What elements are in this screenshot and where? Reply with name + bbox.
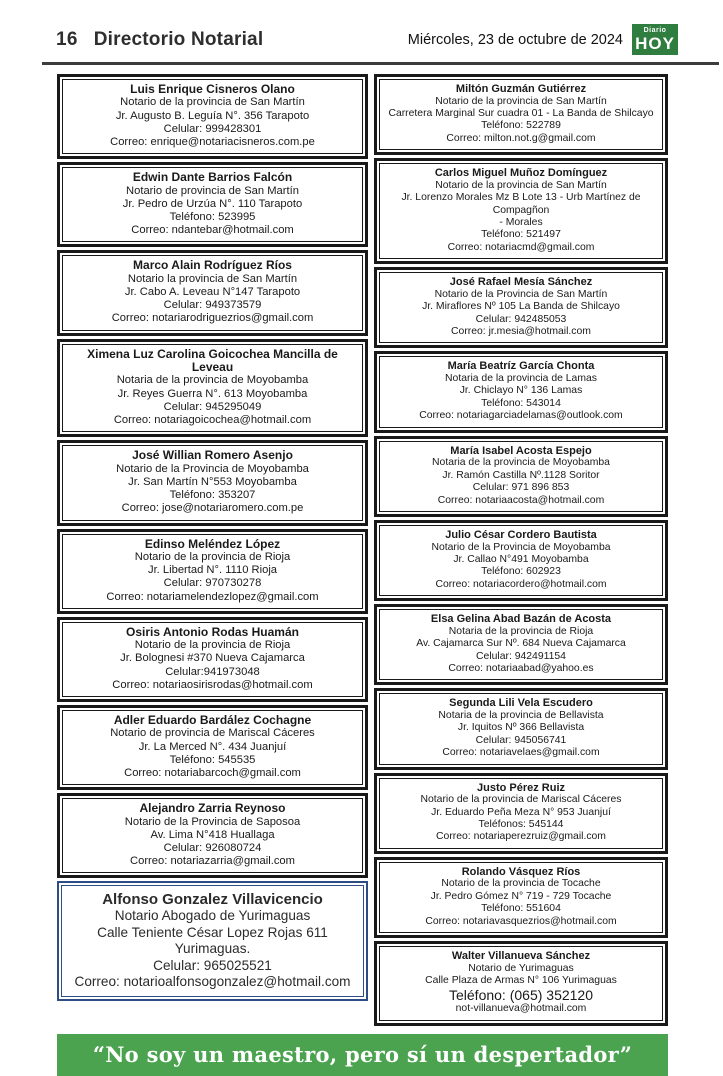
notary-line: Jr. Augusto B. Leguía N°. 356 Tarapoto: [115, 109, 310, 122]
notary-name: Marco Alain Rodríguez Ríos: [133, 258, 292, 273]
notary-line: Jr. Iquitos Nº 366 Bellavista: [457, 722, 585, 734]
notary-line: Jr. Bolognesi #370 Nueva Cajamarca: [120, 652, 305, 665]
notary-name: Justo Pérez Ruiz: [476, 781, 566, 794]
notary-name: Osiris Antonio Rodas Huamán: [126, 624, 299, 639]
notary-line: Correo: notariaosirisrodas@hotmail.com: [112, 678, 313, 691]
notary-line: Notario de la Provincia de Moyobamba: [431, 541, 611, 553]
notary-name: Alejandro Zarria Reynoso: [139, 801, 286, 816]
notary-line: Notario de provincia de Mariscal Cáceres: [110, 727, 315, 740]
notary-line: Celular: 965025521: [153, 957, 272, 973]
quote-banner: [57, 1034, 668, 1076]
notary-line: Celular: 945295049: [163, 400, 262, 413]
directory-columns: [0, 74, 723, 1026]
notary-card-inner: [379, 609, 663, 680]
notary-card: [374, 688, 668, 769]
notary-name: José Willian Romero Asenjo: [132, 448, 293, 463]
notary-card-inner: [62, 344, 363, 433]
notary-line: Jr. Eduardo Peña Meza N° 953 Juanjuí: [431, 806, 611, 818]
notary-card: [374, 773, 668, 854]
notary-line: Teléfono: 522789: [481, 120, 561, 132]
notary-line: Notaria de la provincia de Moyobamba: [116, 374, 309, 387]
page-title: Directorio Notarial: [93, 28, 264, 50]
notary-line: Teléfono: 602923: [481, 566, 561, 578]
notary-card: [374, 436, 668, 517]
notary-line: Notario Abogado de Yurimaguas: [114, 908, 311, 924]
notary-card: [57, 529, 368, 614]
notary-line: Notario de la provincia de Tocache: [441, 878, 601, 890]
notary-line: Jr. La Merced N°. 434 Juanjuí: [138, 740, 287, 753]
notary-name: Miltón Guzmán Gutiérrez: [455, 83, 587, 95]
notary-line: Correo: notariaabad@yahoo.es: [448, 662, 594, 674]
notary-line: Correo: notariabarcoch@gmail.com: [124, 766, 301, 779]
page-date: Miércoles, 23 de octubre de 2024: [407, 31, 623, 48]
notary-line: Correo: notarioalfonsogonzalez@hotmail.com: [74, 974, 351, 989]
notary-line: Notario de la provincia de Rioja: [134, 639, 291, 652]
notary-line: Notaria de la provincia de Rioja: [448, 625, 594, 637]
notary-name: Edinso Meléndez López: [144, 536, 281, 551]
notary-line: Notario de la provincia de Rioja: [134, 550, 291, 563]
notary-card: [57, 74, 368, 159]
notary-line: Carretera Marginal Sur cuadra 01 - La Banda de Shilcayo: [388, 108, 654, 119]
notary-line: Correo: notariarodriguezrios@gmail.com: [111, 312, 314, 325]
notary-card-inner: [61, 885, 364, 997]
notary-line: Correo: jose@notariaromero.com.pe: [121, 502, 304, 515]
notary-line: Correo: jr.mesia@hotmail.com: [451, 326, 591, 338]
notary-card: [57, 440, 368, 525]
notary-name: Edwin Dante Barrios Falcón: [132, 170, 293, 185]
page-header: [0, 0, 723, 55]
header-rule: [42, 62, 719, 65]
notary-card-inner: [62, 79, 363, 154]
notary-card-inner: [379, 163, 663, 259]
notary-card: [374, 267, 668, 348]
notary-card: [57, 617, 368, 702]
notary-card: [374, 604, 668, 685]
notary-line: Celular: 926080724: [163, 841, 262, 854]
notary-line: Notario la provincia de San Martín: [127, 272, 298, 285]
notary-card-inner: [379, 79, 663, 150]
notary-card: [57, 339, 368, 438]
quote-text: “No soy un maestro, pero sí un despertador”: [92, 1042, 633, 1068]
notary-name: Carlos Miguel Muñoz Domínguez: [434, 167, 608, 180]
notary-card-inner: [379, 525, 663, 596]
notary-line: Correo: notariazarria@gmail.com: [130, 855, 295, 868]
notary-line: Jr. Callao N°491 Moyobamba: [453, 553, 589, 565]
notary-line: - Morales: [499, 217, 543, 229]
notary-name: Elsa Gelina Abad Bazán de Acosta: [430, 613, 612, 626]
notary-line: Notario de la provincia de San Martín: [435, 179, 607, 191]
notary-line: Notaria de la provincia de Bellavista: [438, 709, 604, 721]
notary-line: Jr. Miraflores Nº 105 La Banda de Shilcayo: [422, 301, 620, 313]
notary-line: Jr. Cabo A. Leveau N°147 Tarapoto: [124, 286, 301, 299]
notary-line: Celular: 945056741: [475, 734, 567, 746]
notary-line: Teléfono: 545535: [169, 753, 256, 766]
notary-line: Jr. Reyes Guerra N°. 613 Moyobamba: [117, 387, 308, 400]
notary-name: Julio César Cordero Bautista: [445, 528, 597, 541]
notary-line: Jr. Pedro de Urzúa N°. 110 Tarapoto: [122, 197, 303, 210]
notary-card: [57, 250, 368, 335]
logo-hoy-label: HOY: [635, 34, 675, 53]
notary-line: Teléfonos: 545144: [478, 818, 564, 830]
notary-line: Teléfono: 551604: [481, 903, 561, 915]
notary-line: Correo: notariaacosta@hotmail.com: [437, 494, 605, 506]
notary-line: Jr. Pedro Gómez N° 719 - 729 Tocache: [430, 890, 612, 902]
notary-line: Notario de la Provincia de San Martín: [434, 288, 608, 300]
notary-line: Jr. Ramón Castilla Nº.1128 Soritor: [442, 469, 600, 481]
notary-line: Teléfono: 523995: [169, 211, 256, 224]
notary-card-inner: [62, 622, 363, 697]
notary-line: Correo: notariaperezruiz@gmail.com: [436, 831, 606, 843]
notary-line: Teléfono: (065) 352120: [449, 987, 593, 1004]
notary-line: Celular: 971 896 853: [472, 482, 570, 494]
notary-name: Walter Villanueva Sánchez: [451, 950, 591, 962]
notary-line: Notario de Yurimaguas: [468, 962, 574, 974]
notary-card-inner: [62, 445, 363, 520]
notary-line: Celular: 942485053: [475, 313, 567, 325]
notary-card: [57, 881, 368, 1001]
diario-hoy-logo: [632, 24, 678, 55]
notary-line: Teléfono: 521497: [481, 229, 561, 241]
notary-card-inner: [62, 255, 363, 330]
notary-name: María Beatríz García Chonta: [447, 360, 595, 373]
right-column: [374, 74, 668, 1026]
notary-name: Segunda Lili Vela Escudero: [449, 697, 593, 710]
notary-line: Notaria de la provincia de Moyobamba: [432, 457, 610, 469]
notary-card-inner: [379, 946, 663, 1021]
notary-name: Ximena Luz Carolina Goicochea Mancilla de Leveau: [87, 346, 338, 375]
notary-line: Correo: notariavelaes@gmail.com: [442, 747, 600, 759]
notary-name: José Rafael Mesía Sánchez: [449, 276, 593, 289]
notary-line: Correo: notariavasquezrios@hotmail.com: [425, 915, 617, 927]
notary-line: Notario de la provincia de San Martín: [435, 95, 607, 107]
notary-card: [374, 857, 668, 938]
notary-card: [374, 520, 668, 601]
notary-name: Luis Enrique Cisneros Olano: [130, 82, 295, 96]
notary-line: Correo: notariagoicochea@hotmail.com: [113, 414, 312, 427]
notary-line: Celular: 970730278: [163, 577, 262, 590]
notary-line: Notario de la provincia de Mariscal Cáceres: [420, 794, 622, 806]
notary-line: Correo: notariacmd@gmail.com: [447, 241, 595, 253]
header-right: [408, 24, 678, 55]
notary-line: Calle Teniente César Lopez Rojas 611 Yurimaguas.: [97, 924, 328, 957]
notary-name: Adler Eduardo Bardález Cochagne: [113, 712, 312, 727]
notary-card: [374, 351, 668, 432]
notary-card-inner: [62, 710, 363, 785]
notary-card-inner: [62, 167, 363, 242]
notary-line: Correo: notariacordero@hotmail.com: [435, 578, 607, 590]
notary-line: Teléfono: 543014: [481, 397, 561, 409]
notary-line: not-villanueva@hotmail.com: [455, 1003, 587, 1015]
notary-line: Correo: notariamelendezlopez@gmail.com: [106, 590, 319, 603]
notary-line: Correo: milton.not.g@gmail.com: [446, 132, 596, 144]
notary-card-inner: [379, 862, 663, 933]
logo-diario-label: Diario: [643, 27, 667, 34]
notary-name: María Isabel Acosta Espejo: [450, 444, 592, 457]
notary-card: [374, 941, 668, 1026]
notary-card-inner: [379, 778, 663, 849]
notary-line: Av. Lima N°418 Huallaga: [150, 828, 275, 841]
notary-line: Teléfono: 353207: [169, 489, 256, 502]
notary-card-inner: [379, 693, 663, 764]
notary-line: Celular: 942491154: [476, 650, 566, 662]
notary-card: [57, 705, 368, 790]
notary-card-inner: [62, 798, 363, 873]
notary-card-inner: [379, 272, 663, 343]
notary-line: Notario de la provincia de San Martín: [120, 96, 305, 109]
notary-line: Celular: 999428301: [163, 122, 262, 135]
notary-line: Notario de la Provincia de Saposoa: [124, 815, 301, 828]
notary-line: Jr. Libertad N°. 1110 Rioja: [147, 564, 278, 577]
notary-line: Notario de provincia de San Martín: [126, 184, 299, 197]
notary-line: Notaria de la provincia de Lamas: [445, 373, 597, 385]
notary-line: Correo: notariagarciadelamas@outlook.com: [419, 410, 623, 422]
notary-card-inner: [62, 534, 363, 609]
notary-line: Celular:941973048: [165, 665, 260, 678]
notary-line: Jr. Chiclayo N° 136 Lamas: [459, 385, 583, 397]
notary-card-inner: [379, 441, 663, 512]
notary-line: Jr. San Martín N°553 Moyobamba: [128, 475, 297, 488]
notary-card: [57, 793, 368, 878]
notary-card: [374, 158, 668, 264]
notary-card-inner: [379, 356, 663, 427]
notary-line: Jr. Lorenzo Morales Mz B Lote 13 - Urb Martínez de Compagñon: [401, 192, 641, 216]
notary-line: Av. Cajamarca Sur Nº. 684 Nueva Cajamarca: [416, 638, 626, 650]
notary-card: [57, 162, 368, 247]
notary-line: Celular: 949373579: [163, 299, 262, 312]
notary-line: Correo: ndantebar@hotmail.com: [131, 224, 294, 237]
notary-name: Alfonso Gonzalez Villavicencio: [102, 891, 323, 909]
notary-line: Correo: enrique@notariacisneros.com.pe: [110, 136, 315, 149]
notary-line: Notario de la Provincia de Moyobamba: [116, 462, 309, 475]
left-column: [57, 74, 368, 1026]
notary-card: [374, 74, 668, 155]
notary-line: Calle Plaza de Armas N° 106 Yurimaguas: [425, 975, 617, 986]
notary-name: Rolando Vásquez Ríos: [461, 865, 581, 878]
page-number: 16: [56, 28, 78, 50]
